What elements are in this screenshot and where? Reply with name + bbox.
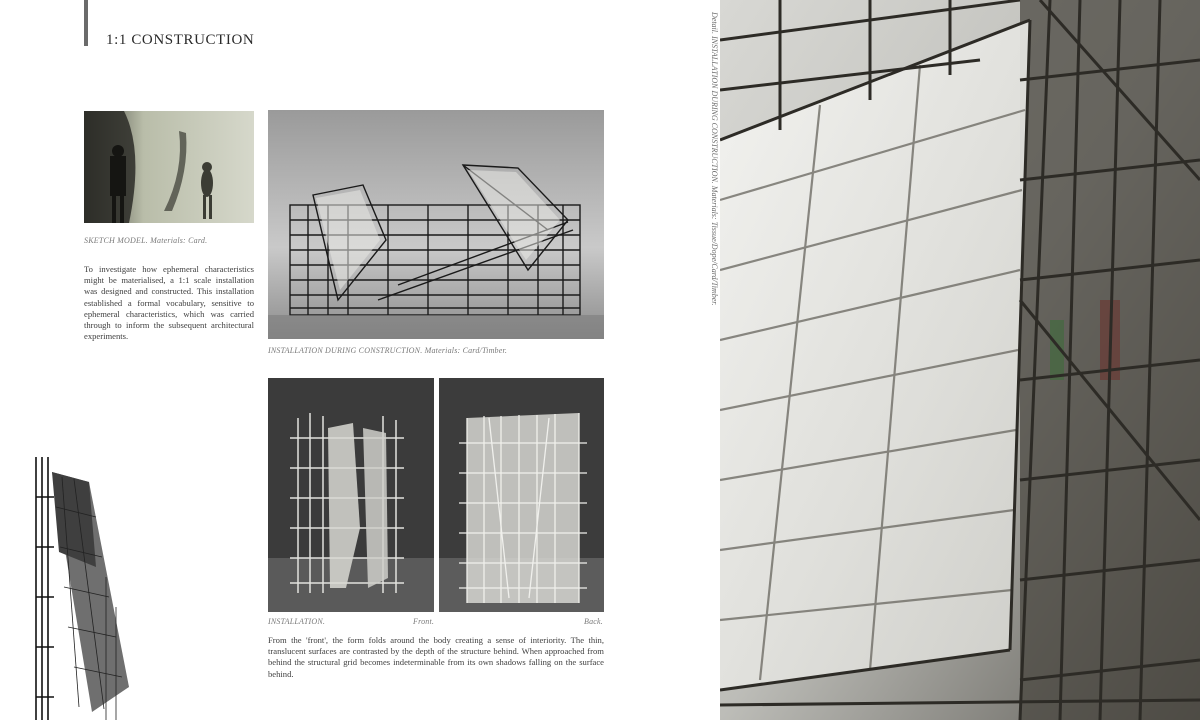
sketch-model-caption: SKETCH MODEL. Materials: Card.	[84, 236, 208, 245]
detail-caption: Detail. INSTALLATION DURING CONSTRUCTION. Materials: Tissue/Dope/Card/Timber.	[710, 12, 719, 306]
installation-caption: INSTALLATION.	[268, 617, 326, 626]
detail-photo	[720, 0, 1200, 720]
sketch-model-photo	[84, 111, 254, 223]
installation-back-label: Back.	[584, 617, 603, 626]
construction-photo	[268, 110, 604, 339]
installation-back-photo	[439, 378, 604, 612]
intro-paragraph: To investigate how ephemeral characteristics might be materialised, a 1:1 scale installation was designed and constructed. This installation established a formal vocabulary, sensitive to ephemeral characteristics, which was carried through to inform the subsequent architectural experiments.	[84, 264, 254, 342]
installation-front-label: Front.	[413, 617, 435, 626]
page-title: 1:1 CONSTRUCTION	[106, 32, 255, 48]
installation-description: From the 'front', the form folds around the body creating a sense of interiority. The thin, translucent surfaces are contrasted by the depth of the structure behind. When approached from behind the structural grid becomes indeterminable from its own shadows falling on the surface behind.	[268, 635, 604, 679]
installation-front-photo	[268, 378, 434, 612]
construction-caption: INSTALLATION DURING CONSTRUCTION. Materials: Card/Timber.	[268, 346, 508, 355]
title-accent-bar	[84, 0, 88, 46]
elevation-thumbnail	[34, 457, 132, 720]
